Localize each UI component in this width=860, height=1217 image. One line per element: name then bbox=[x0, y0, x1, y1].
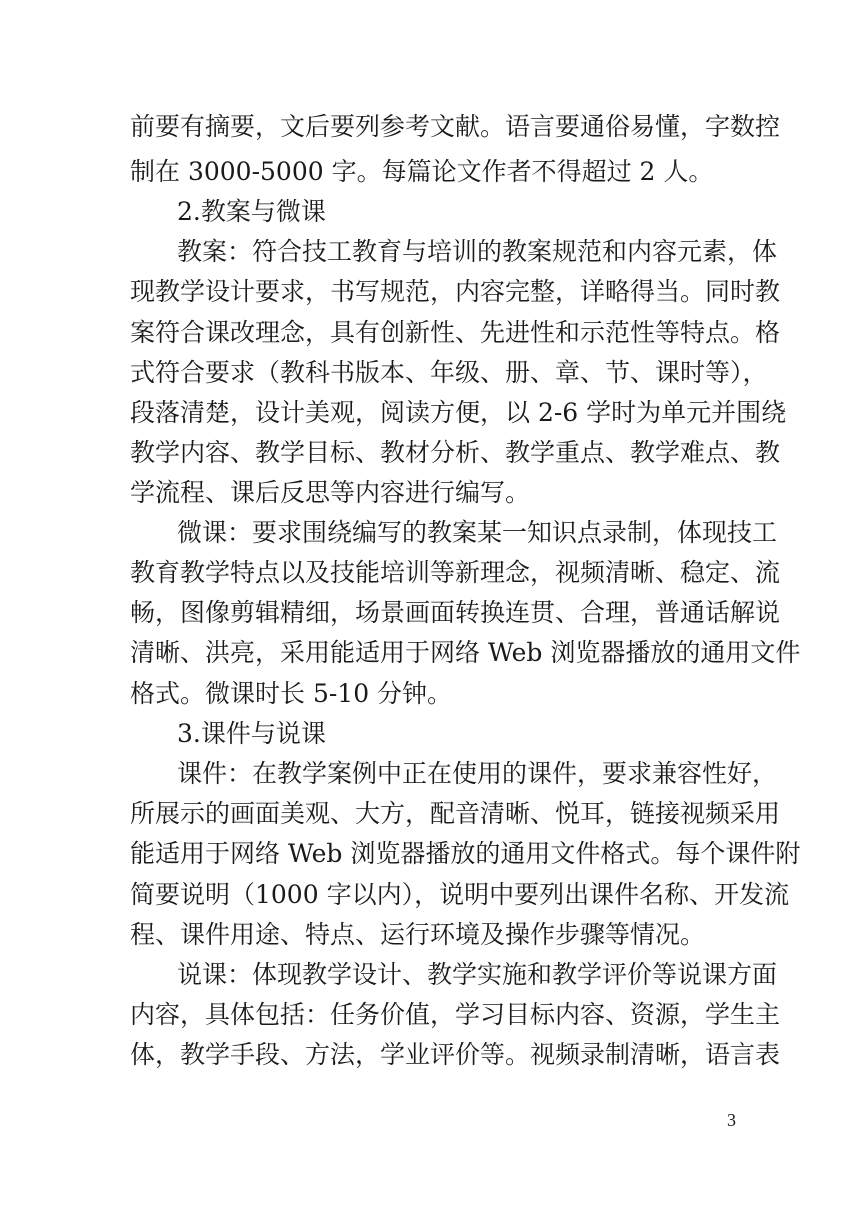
text-line: 学流程、课后反思等内容进行编写。 bbox=[130, 478, 531, 507]
text-line: 能适用于网络 Web 浏览器播放的通用文件格式。每个课件附 bbox=[130, 839, 801, 868]
text-line: 体，教学手段、方法，学业评价等。视频录制清晰，语言表 bbox=[130, 1040, 781, 1069]
text-line: 式符合要求（教科书版本、年级、册、章、节、课时等）， bbox=[130, 358, 768, 387]
page-number: 3 bbox=[727, 1110, 736, 1130]
text-line: 教育教学特点以及技能培训等新理念，视频清晰、稳定、流 bbox=[130, 558, 781, 587]
text-line: 前要有摘要，文后要列参考文献。语言要通俗易懂，字数控 bbox=[130, 112, 781, 141]
text-line: 教学内容、教学目标、教材分析、教学重点、教学难点、教 bbox=[130, 438, 781, 467]
text-line: 教案：符合技工教育与培训的教案规范和内容元素，体 bbox=[177, 237, 778, 266]
text-line: 微课：要求围绕编写的教案某一知识点录制，体现技工 bbox=[177, 518, 778, 547]
text-line: 程、课件用途、特点、运行环境及操作步骤等情况。 bbox=[130, 920, 706, 949]
text-line: 案符合课改理念，具有创新性、先进性和示范性等特点。格 bbox=[130, 318, 781, 347]
text-line: 内容，具体包括：任务价值，学习目标内容、资源，学生主 bbox=[130, 1000, 781, 1029]
section-heading: 2.教案与微课 bbox=[177, 197, 326, 226]
text-line: 简要说明（1000 字以内），说明中要列出课件名称、开发流 bbox=[130, 880, 790, 909]
text-line: 所展示的画面美观、大方，配音清晰、悦耳，链接视频采用 bbox=[130, 799, 781, 828]
section-heading: 3.课件与说课 bbox=[177, 719, 326, 748]
text-line: 现教学设计要求，书写规范，内容完整，详略得当。同时教 bbox=[130, 277, 781, 306]
text-line: 畅，图像剪辑精细，场景画面转换连贯、合理，普通话解说 bbox=[130, 598, 781, 627]
text-line: 制在 3000-5000 字。每篇论文作者不得超过 2 人。 bbox=[130, 157, 714, 186]
text-line: 段落清楚，设计美观，阅读方便，以 2-6 学时为单元并围绕 bbox=[130, 398, 787, 427]
text-line: 说课：体现教学设计、教学实施和教学评价等说课方面 bbox=[177, 960, 778, 989]
text-line: 清晰、洪亮，采用能适用于网络 Web 浏览器播放的通用文件 bbox=[130, 638, 801, 667]
text-line: 格式。微课时长 5-10 分钟。 bbox=[130, 679, 453, 708]
text-line: 课件：在教学案例中正在使用的课件，要求兼容性好， bbox=[177, 759, 778, 788]
